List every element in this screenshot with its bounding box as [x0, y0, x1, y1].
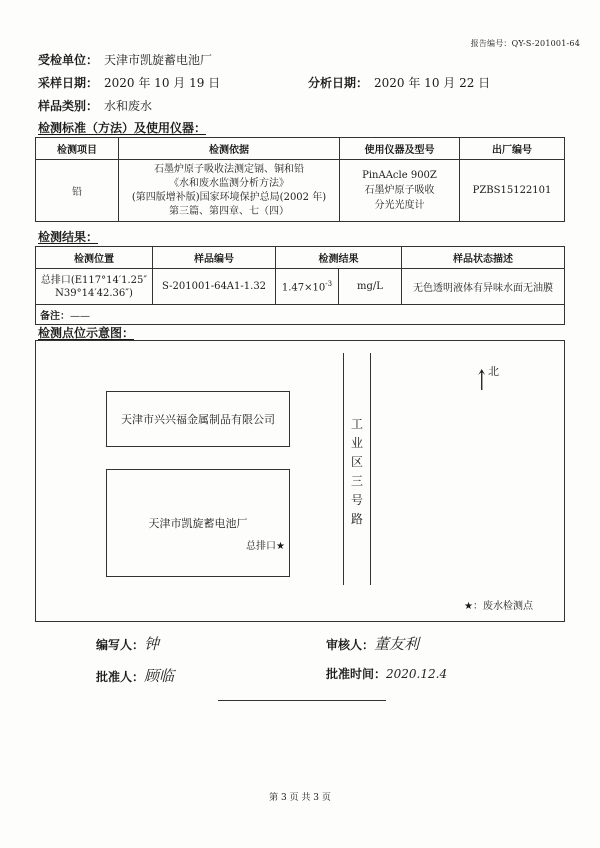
results-header-description: 样品状态描述 — [402, 247, 565, 269]
results-value-mantissa: 1.47×10 — [281, 282, 326, 294]
instrument-line: 石墨炉原子吸收 — [364, 185, 435, 196]
road-char: 路 — [350, 512, 363, 526]
standards-header-instrument: 使用仪器及型号 — [340, 138, 460, 160]
neighbor-company-box: 天津市兴兴福金属制品有限公司 — [106, 391, 290, 447]
inspected-unit-label: 受检单位： — [38, 53, 99, 67]
location-line: N39°14′42.36″) — [55, 287, 133, 299]
instrument-line: PinAAcle 900Z — [362, 170, 437, 181]
factory-box — [106, 469, 290, 577]
reviewer — [326, 633, 419, 654]
standards-table — [35, 137, 565, 222]
north-label: 北 — [488, 365, 499, 378]
analysis-date-label: 分析日期： — [308, 76, 369, 90]
basis-line: 石墨炉原子吸收法测定镉、铜和铅 — [154, 163, 304, 175]
analysis-date — [308, 74, 490, 91]
instrument-line: 分光光度计 — [374, 200, 425, 211]
approve-time — [326, 665, 447, 682]
results-header-value: 检测结果 — [276, 247, 402, 269]
sampling-date-label: 采样日期： — [38, 76, 99, 90]
standards-header-basis: 检测依据 — [119, 138, 340, 160]
results-header-location: 检测位置 — [36, 247, 153, 269]
signature-divider — [218, 700, 386, 701]
road-left-edge — [343, 353, 344, 585]
results-value-exponent: -3 — [325, 279, 333, 288]
basis-line: 第三篇、第四章、七（四） — [169, 205, 289, 217]
author-signature: 钟 — [144, 635, 160, 653]
results-location — [36, 269, 153, 305]
page-footer: 第 3 页 共 3 页 — [269, 793, 331, 803]
results-table — [35, 246, 565, 325]
sample-type-value: 水和废水 — [104, 99, 153, 113]
basis-line: (第四版增补版)国家环境保护总局(2002 年) — [131, 191, 327, 203]
analysis-date-value: 2020 年 10 月 22 日 — [374, 76, 491, 90]
results-unit: mg/L — [339, 269, 402, 305]
road-name — [349, 415, 365, 529]
approver — [96, 665, 174, 686]
standards-header-item: 检测项目 — [36, 138, 119, 160]
approve-time-value: 2020.12.4 — [386, 667, 448, 681]
author — [96, 633, 159, 654]
factory-name: 天津市凯旋蓄电池厂 — [148, 517, 248, 530]
reviewer-signature: 董友利 — [374, 635, 420, 653]
reviewer-label: 审核人： — [326, 638, 375, 652]
road-char: 工 — [350, 417, 363, 431]
basis-line: 《水和废水监测分析方法》 — [169, 177, 289, 189]
road-right-edge — [370, 353, 371, 585]
approver-label: 批准人： — [96, 670, 145, 684]
inspected-unit — [38, 51, 212, 68]
sample-type — [38, 97, 152, 114]
standards-header-serial: 出厂编号 — [460, 138, 565, 160]
remarks-value: —— — [70, 311, 90, 322]
results-sample-id: S-201001-64A1-1.32 — [153, 269, 276, 305]
standards-section-title: 检测标准（方法）及使用仪器： — [38, 121, 207, 135]
sampling-date — [38, 74, 220, 91]
results-description: 无色透明液体有异味水面无油膜 — [402, 269, 565, 305]
approve-time-label: 批准时间： — [326, 667, 387, 681]
standards-item: 铅 — [36, 160, 119, 222]
north-arrow-icon: ↑ — [474, 364, 489, 397]
remarks-label: 备注： — [40, 311, 70, 322]
remarks-cell — [36, 305, 565, 325]
outlet-marker: 总排口★ — [246, 541, 285, 552]
road-char: 业 — [350, 436, 363, 450]
road-char: 号 — [350, 493, 363, 507]
results-section-title: 检测结果： — [38, 230, 99, 244]
standards-serial: PZBS15122101 — [460, 160, 565, 222]
standards-instrument — [340, 160, 460, 222]
remarks-row — [36, 305, 565, 325]
results-row — [36, 269, 565, 305]
inspected-unit-value: 天津市凯旋蓄电池厂 — [104, 53, 213, 67]
sample-type-label: 样品类别： — [38, 99, 99, 113]
site-map — [35, 340, 565, 622]
standards-header-row — [36, 138, 565, 160]
sampling-date-value: 2020 年 10 月 19 日 — [104, 76, 221, 90]
map-section-title: 检测点位示意图： — [38, 326, 135, 340]
map-legend: ★：废水检测点 — [464, 601, 533, 612]
standards-row — [36, 160, 565, 222]
road-char: 三 — [350, 474, 363, 488]
results-header-row — [36, 247, 565, 269]
approver-signature: 顾临 — [144, 667, 175, 685]
report-number: 报告编号：QY-S-201001-64 — [470, 39, 580, 48]
author-label: 编写人： — [96, 638, 145, 652]
standards-basis — [119, 160, 340, 222]
results-header-sample-id: 样品编号 — [153, 247, 276, 269]
results-value — [276, 269, 339, 305]
location-line: 总排口(E117°14′1.25″ — [40, 274, 148, 286]
road-char: 区 — [350, 455, 363, 469]
